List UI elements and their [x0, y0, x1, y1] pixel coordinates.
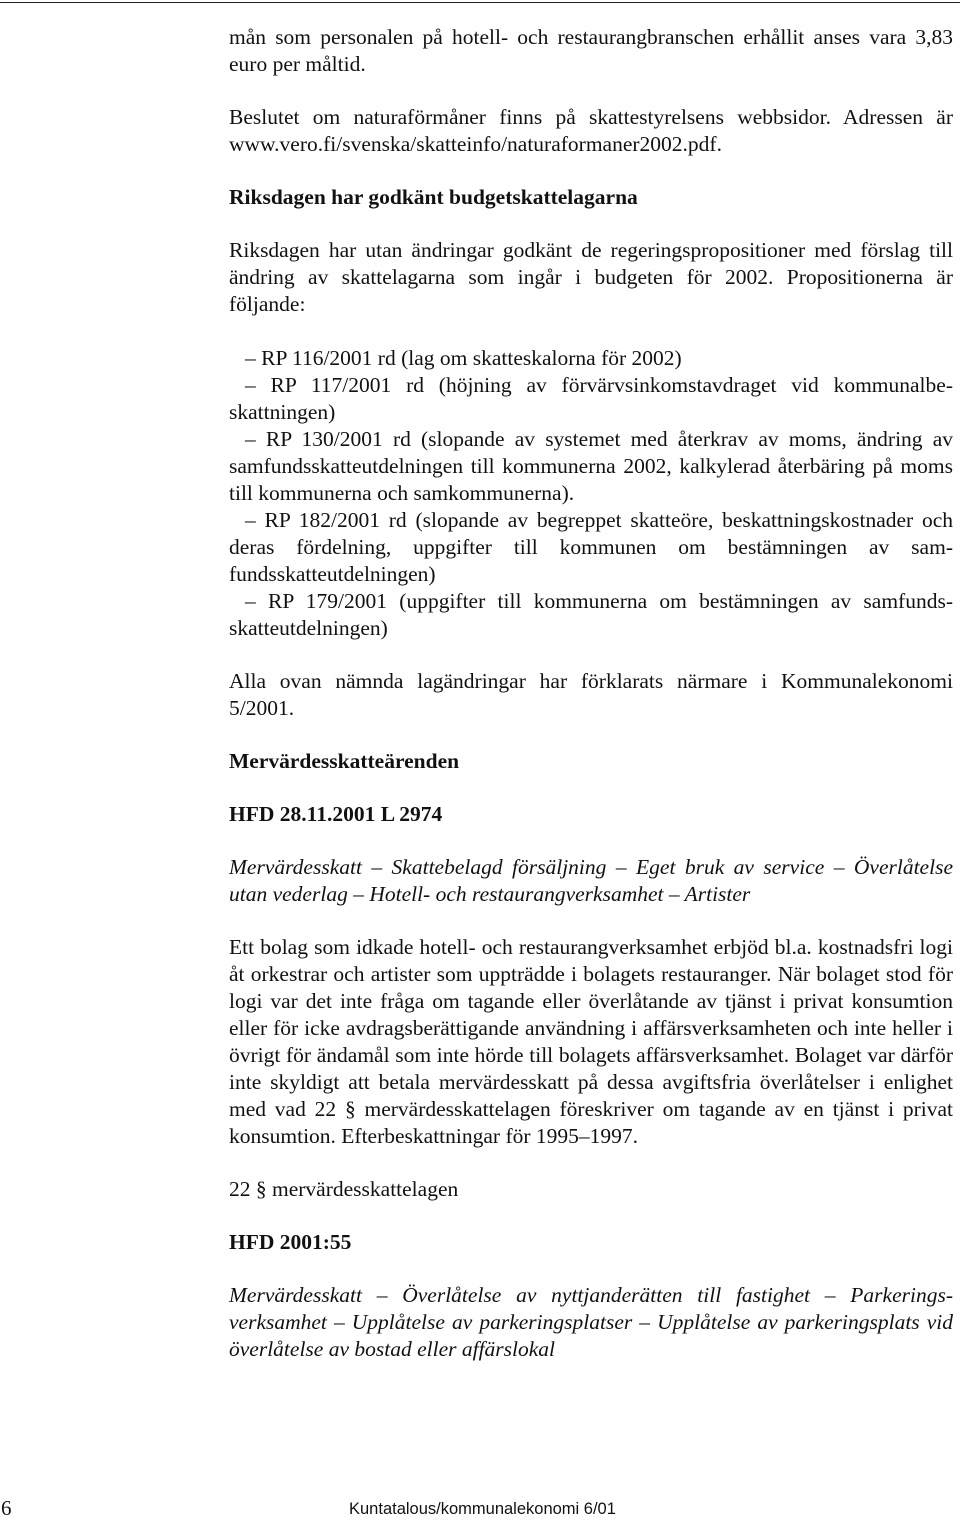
list-item-rp116: – RP 116/2001 rd (lag om skatteskalorna för 2002) [245, 346, 682, 370]
list-item-rp117: – RP 117/2001 rd (höjning av förvärvsinkomstavdraget vid kommunalbeskattningen) [229, 373, 953, 424]
intro-paragraph-2: Beslutet om naturaförmåner finns på skattestyrelsens webbsidor. Adressen är www.vero.fi/svenska/skatteinfo/naturaformaner2002.pdf. [229, 105, 953, 156]
case-keywords-hfd-2001-55: Mervärdesskatt – Överlåtelse av nyttjanderätten till fastighet – Parkeringsverksamhet – Upplåtelse av parkeringsplatser – Upplåtelse av parkeringsplats vid överlåtelse av bostad eller affärslokal [229, 1283, 953, 1361]
case-body-hfd-2974: Ett bolag som idkade hotell- och restaurangverksamhet erbjöd bl.a. kostnadsfri logi åt orkestrar och artister som uppträdde i bolagets restauranger. När bolaget stod för logi var det inte fråga om tagande eller överlåtande av tjänst i privat konsumtion eller för icke avdragsberättigande användning i affärsverksamheten och inte heller i övrigt för ändamål som inte hörde till bolagets affärsverksamhet. Bolaget var därför inte skyldigt att betala mervärdesskatt på dessa avgiftsfria överlåtelser i enlighet med vad 22 § mervärdesskattelagen föreskriver om tagande av en tjänst i privat konsumtion. Efterbeskattningar för 1995–1997. [229, 935, 953, 1148]
riksdagen-paragraph: Riksdagen har utan ändringar godkänt de regeringspropositioner med förslag till ändring av skattelagarna som ingår i budgeten för 2002. Propositionerna är följande: [229, 238, 953, 316]
footer-publication: Kuntatalous/kommunalekonomi 6/01 [349, 1500, 616, 1518]
top-rule [0, 2, 960, 3]
case-title-hfd-2001-55: HFD 2001:55 [229, 1230, 352, 1254]
case-reference-hfd-2974: 22 § mervärdesskattelagen [229, 1177, 459, 1201]
list-item-rp179: – RP 179/2001 (uppgifter till kommunerna om bestämningen av samfundsskatteutdelningen) [229, 589, 953, 640]
riksdagen-closing-paragraph: Alla ovan nämnda lagändringar har förklarats närmare i Kommunalekonomi 5/2001. [229, 669, 953, 720]
list-item-rp130: – RP 130/2001 rd (slopande av systemet med återkrav av moms, ändring av samfundsskatteutdelningen till kommunerna 2002, kalkylerad återbäring på moms till kommunerna och samkommunerna). [229, 427, 953, 505]
page-content [229, 24, 953, 1363]
list-item-rp182: – RP 182/2001 rd (slopande av begreppet skatteöre, beskattningskostnader och deras fördelning, uppgifter till kommunen om bestämningen av samfundsskatteutdelningen) [229, 508, 953, 586]
page-number: 6 [1, 1496, 12, 1520]
proposition-list [229, 345, 953, 642]
section-heading-moms: Mervärdesskatteärenden [229, 749, 460, 773]
case-title-hfd-2974: HFD 28.11.2001 L 2974 [229, 802, 443, 826]
section-heading-riksdagen: Riksdagen har godkänt budgetskattelagarna [229, 185, 638, 209]
case-keywords-hfd-2974: Mervärdesskatt – Skattebelagd försäljning – Eget bruk av service – Överlåtelse utan vederlag – Hotell- och restaurangverksamhet – Artister [229, 855, 953, 906]
intro-paragraph-1: mån som personalen på hotell- och restaurangbranschen erhållit anses vara 3,83 euro per måltid. [229, 25, 953, 76]
